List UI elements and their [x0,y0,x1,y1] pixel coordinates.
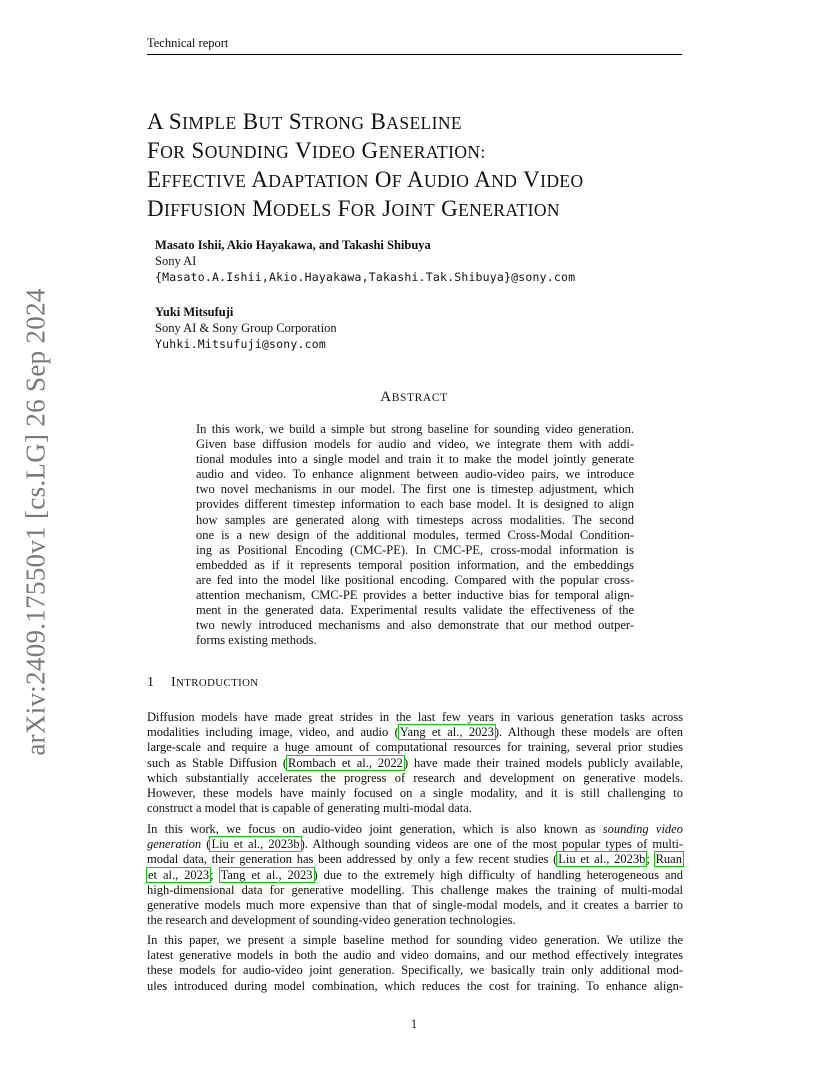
intro-paragraph-1 [147,710,683,816]
citation-link[interactable]: et al., 2023 [148,867,210,882]
abstract-line: ment in the generated data. Experimental results validate the effectiveness of the [196,603,634,618]
author-names: Masato Ishii, Akio Hayakawa, and Takashi Shibuya [155,238,431,252]
abstract-line: audio and video. To enhance alignment between audio-video pairs, we introduce [196,467,634,482]
abstract-line: forms existing methods. [196,633,317,648]
section-title: INTRODUCTION [171,675,259,690]
text-line: In this work, we focus on audio-video joint generation, which is also known as sounding video [147,822,683,836]
text-line: ules introduced during model combination, which reduces the cost for training. To enhance align- [147,978,683,993]
title-line: FOR SOUNDING VIDEO GENERATION: [147,138,486,163]
text-line: modalities including image, video, and audio (Yang et al., 2023). Although these models are often [147,725,683,740]
text-line: which substantially accelerates the progress of research and development on generative models. [147,770,683,785]
author-affiliation: Sony AI [155,254,197,268]
abstract-body [196,422,634,648]
abstract-line: tional modules into a single model and train it to make the model jointly generate [196,452,634,467]
abstract-line: two newly introduced mechanisms and also demonstrate that our method outper- [196,618,634,633]
emphasis-text: generation [147,837,202,852]
abstract-line: how samples are generated along with timesteps across modalities. The second [196,512,634,527]
citation-link[interactable]: Ruan [655,852,682,867]
text-line: et al., 2023; Tang et al., 2023) due to the extremely high difficulty of handling heterogeneous and [148,867,683,882]
text-line: high-dimensional data for generative modelling. This challenge makes the training of multi-modal [147,882,683,897]
text-line: In this paper, we present a simple baseline method for sounding video generation. We utilize the [147,933,683,947]
text-line: large-scale and require a huge amount of computational resources for training, several prior studies [147,740,683,755]
author-names: Yuki Mitsufuji [155,305,234,319]
text-line: latest generative models in both the audio and video domains, and our method effectively integrates [147,948,683,963]
text-line: the research and development of sounding-video generation technologies. [147,913,516,928]
citation-link[interactable]: Yang et al., 2023 [399,725,494,740]
title-line: A SIMPLE BUT STRONG BASELINE [147,109,463,134]
citation-link[interactable]: Liu et al., 2023b [558,852,646,867]
text-line: construct a model that is capable of generating multi-modal data. [147,801,472,816]
abstract-line: one is a new design of the additional modules, termed Cross-Modal Condition- [196,527,634,542]
abstract-line: attention mechanism, CMC-PE provides a better inductive bias for temporal align- [196,588,634,603]
section-number: 1 [147,675,155,690]
title-line: DIFFUSION MODELS FOR JOINT GENERATION [147,196,560,221]
text-line: generation (Liu et al., 2023b). Although sounding videos are one of the most popular types of multi- [147,837,683,852]
abstract-line: In this work, we build a simple but strong baseline for sounding video generation. [196,422,634,436]
author-email[interactable]: Yuhki.Mitsufuji@sony.com [155,337,326,351]
intro-paragraph-2 [147,822,683,928]
author-affiliation: Sony AI & Sony Group Corporation [155,321,337,335]
intro-paragraph-3 [147,933,683,994]
abstract-line: Given base diffusion models for audio and video, we integrate them with addi- [196,437,634,452]
text-line: these models for audio-video joint generation. Specifically, we basically train only additional mod- [147,963,683,978]
author-email[interactable]: {Masato.A.Ishii,Akio.Hayakawa,Takashi.Tak.Shibuya}@sony.com [155,270,576,284]
abstract-line: ing as Positional Encoding (CMC-PE). In CMC-PE, cross-modal information is [196,542,634,557]
text-line: generative models much more expensive than that of single-modal models, and it creates a barrier to [147,898,683,913]
arxiv-stamp: arXiv:2409.17550v1 [cs.LG] 26 Sep 2024 [20,288,51,756]
citation-link[interactable]: Rombach et al., 2022 [288,755,403,770]
abstract-line: two novel mechanisms in our model. The first one is timestep adjustment, which [196,482,634,497]
abstract-line: embedded as if it represents temporal position information, and the embeddings [196,557,634,572]
section-heading [147,675,259,691]
text-line: Diffusion models have made great strides in the last few years in various generation tasks across [147,710,683,724]
running-head: Technical report [147,36,682,55]
author-block-1 [155,237,575,285]
title-line: EFFECTIVE ADAPTATION OF AUDIO AND VIDEO [147,167,584,192]
citation-link[interactable]: Liu et al., 2023b [211,837,300,852]
citation-link[interactable]: Tang et al., 2023 [220,867,313,882]
text-line: However, these models have mainly focused on a single modality, and it is still challenging to [147,786,683,801]
abstract-line: are fed into the model like positional encoding. Compared with the popular cross- [196,572,634,587]
page-number: 1 [410,1017,418,1031]
author-block-2 [155,304,337,352]
abstract-heading: ABSTRACT [380,389,448,405]
emphasis-text: sounding video [602,822,683,836]
text-line: modal data, their generation has been addressed by only a few recent studies (Liu et al., 2023b; Ruan [147,852,682,867]
paper-title [147,108,687,224]
abstract-line: provides different timestep information to each base model. It is designed to align [196,497,634,512]
text-line: such as Stable Diffusion (Rombach et al., 2022) have made their trained models publicly available, [147,755,683,770]
